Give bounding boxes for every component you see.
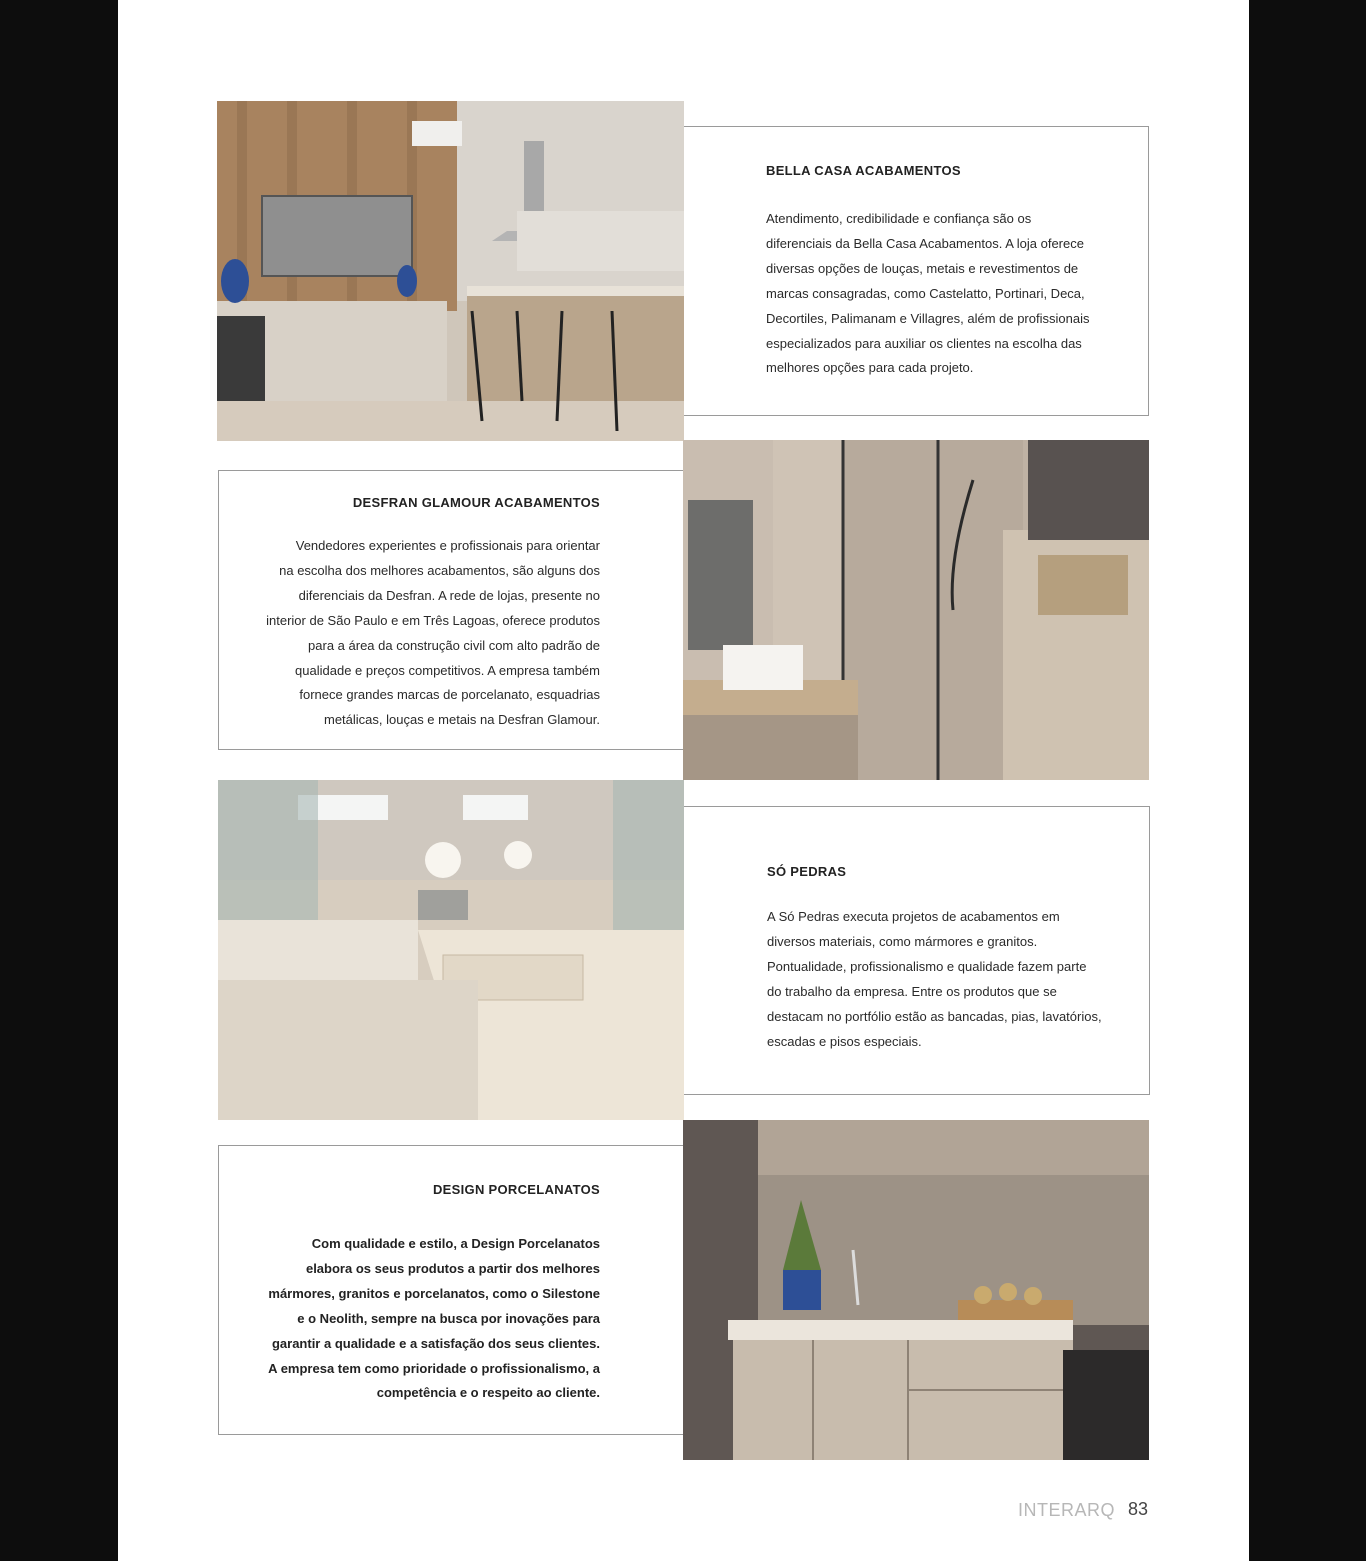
text-line: diferenciais da Desfran. A rede de lojas, presente no — [298, 587, 600, 603]
text-line: Decortiles, Palimanam e Villagres, além de profissionais — [766, 310, 1090, 326]
bathroom-photo — [683, 440, 1149, 780]
text-line: diferenciais da Bella Casa Acabamentos. A loja oferece — [766, 235, 1084, 251]
text-line: diversos materiais, como mármores e granitos. — [767, 933, 1038, 949]
text-line: Atendimento, credibilidade e confiança são os — [766, 211, 1032, 226]
text-line: Com qualidade e estilo, a Design Porcelanatos — [311, 1236, 600, 1251]
so-pedras-text — [767, 905, 1102, 1054]
kitchen-photo — [217, 101, 684, 441]
text-line: A Só Pedras executa projetos de acabamentos em — [767, 909, 1060, 924]
text-line: competência e o respeito ao cliente. — [376, 1385, 600, 1401]
text-line: melhores opções para cada projeto. — [766, 360, 974, 376]
magazine-brand: INTERARQ — [1018, 1500, 1116, 1520]
text-line: elabora os seus produtos a partir dos melhores — [305, 1260, 600, 1276]
magazine-page — [118, 0, 1249, 1561]
text-line: Pontualidade, profissionalismo e qualidade fazem parte — [767, 958, 1087, 974]
design-porcelanatos-title: DESIGN PORCELANATOS — [432, 1182, 600, 1197]
desfran-title: DESFRAN GLAMOUR ACABAMENTOS — [352, 495, 600, 510]
bathroom-sink-photo — [218, 780, 684, 1120]
text-line: fornece grandes marcas de porcelanato, esquadrias — [299, 687, 600, 703]
kitchenette-photo — [683, 1120, 1149, 1460]
text-line: mármores, granitos e porcelanatos, como o Silestone — [268, 1285, 600, 1301]
text-line: diversas opções de louças, metais e revestimentos de — [766, 260, 1079, 276]
desfran-text — [266, 534, 600, 733]
bella-casa-text — [766, 207, 1089, 381]
text-line: na escolha dos melhores acabamentos, são alguns dos — [279, 562, 600, 578]
text-line: especializados para auxiliar os clientes na escolha das — [766, 335, 1082, 351]
text-line: A empresa tem como prioridade o profissionalismo, a — [268, 1360, 600, 1376]
text-line: marcas consagradas, como Castelatto, Portinari, Deca, — [766, 285, 1085, 301]
so-pedras-title: SÓ PEDRAS — [767, 864, 847, 879]
text-line: interior de São Paulo e em Três Lagoas, oferece produtos — [266, 612, 600, 628]
text-line: qualidade e preços competitivos. A empresa também — [295, 662, 600, 678]
text-line: metálicas, louças e metais na Desfran Glamour. — [323, 712, 600, 728]
text-line: destacam no portfólio estão as bancadas, pias, lavatórios, — [767, 1008, 1102, 1024]
bella-casa-title: BELLA CASA ACABAMENTOS — [766, 163, 961, 178]
text-line: garantir a qualidade e a satisfação dos seus clientes. — [271, 1335, 600, 1351]
text-line: do trabalho da empresa. Entre os produtos que se — [767, 983, 1057, 999]
text-line: e o Neolith, sempre na busca por inovações para — [297, 1310, 600, 1326]
page-number: 83 — [1128, 1499, 1149, 1519]
text-line: para a área da construção civil com alto padrão de — [308, 637, 600, 653]
design-porcelanatos-text — [268, 1232, 600, 1406]
text-line: Vendedores experientes e profissionais para orientar — [295, 538, 600, 553]
text-line: escadas e pisos especiais. — [767, 1033, 922, 1049]
